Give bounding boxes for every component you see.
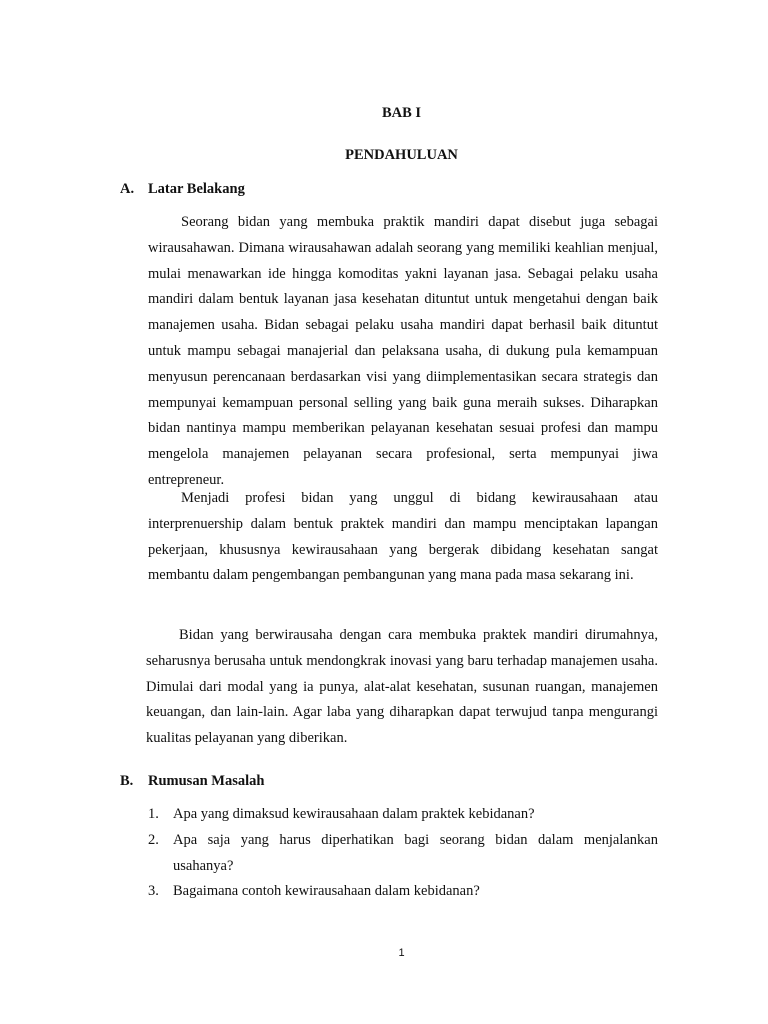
paragraph: Bidan yang berwirausaha dengan cara membuka praktek mandiri dirumahnya, seharusnya berusaha untuk mendongkrak inovasi yang baru terhadap manajemen usaha. Dimulai dari modal yang ia punya, alat-alat kesehatan, susunan ruangan, manajemen keuangan, dan lain-lain. Agar laba yang diharapkan dapat terwujud tanpa mengurangi kualitas pelayanan yang diberikan.: [146, 627, 658, 747]
list-item: [148, 802, 658, 828]
section-marker: A.: [120, 181, 135, 197]
chapter-title: PENDAHULUAN: [345, 147, 458, 163]
list-number: 1.: [148, 806, 159, 822]
section-marker: B.: [120, 773, 134, 789]
section-heading-rumusan-masalah: [120, 772, 264, 790]
problem-list: [148, 802, 658, 905]
paragraph: Seorang bidan yang membuka praktik mandiri dapat disebut juga sebagai wirausahawan. Dimana wirausahawan adalah seorang yang memiliki keahlian menjual, mulai menawarkan ide hingga komoditas yakni layanan jasa. Sebagai pelaku usaha mandiri dalam bentuk layanan jasa kesehatan dituntut untuk mengetahui dengan baik manajemen usaha. Bidan sebagai pelaku usaha mandiri dapat berhasil baik dituntut untuk mampu sebagai manajerial dan pelaksana usaha, di dukung pula kemampuan menyusun perencanaan berdasarkan visi yang diimplementasikan secara strategis dan mempunyai kemampuan personal selling yang baik guna meraih sukses. Diharapkan bidan nantinya mampu memberikan pelayanan kesehatan sesuai profesi dan mampu mengelola manajemen pelayanan secara profesional, serta mempunyai jiwa entrepreneur.: [148, 214, 658, 488]
list-item: [148, 879, 658, 905]
chapter-number: BAB I: [381, 105, 422, 121]
list-item-text: Apa yang dimaksud kewirausahaan dalam praktek kebidanan?: [173, 806, 535, 822]
list-number: 3.: [148, 883, 159, 900]
section-title: Latar Belakang: [148, 181, 245, 197]
list-item-text: Bagaimana contoh kewirausahaan dalam kebidanan?: [173, 883, 480, 900]
section-title: Rumusan Masalah: [148, 773, 265, 789]
list-item-text: Apa saja yang harus diperhatikan bagi seorang bidan dalam menjalankan usahanya?: [173, 831, 658, 874]
page-number: 1: [398, 947, 405, 959]
paragraph: Menjadi profesi bidan yang unggul di bidang kewirausahaan atau interprenuership dalam bentuk praktek mandiri dan mampu menciptakan lapangan pekerjaan, khususnya kewirausahaan yang bergerak dibidang kesehatan sangat membantu dalam pengembangan pembangunan yang mana pada masa sekarang ini.: [148, 490, 658, 584]
list-item: [148, 828, 658, 880]
section-heading-latar-belakang: [120, 180, 245, 198]
list-number: 2.: [148, 831, 159, 848]
